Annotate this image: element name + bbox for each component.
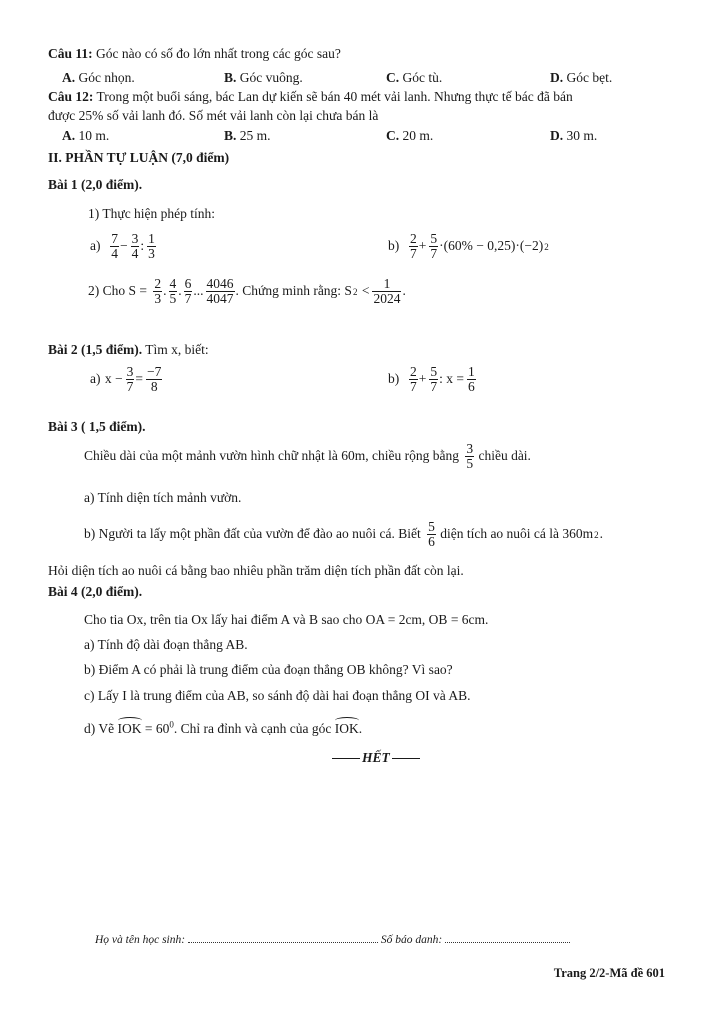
question-11-text: Góc nào có số đo lớn nhất trong các góc sau?	[96, 46, 341, 61]
q12-option-c: C. 20 m.	[386, 128, 434, 143]
q11-option-c: C. Góc tù.	[386, 70, 443, 85]
student-info-line	[95, 932, 570, 947]
bai-4-part-c: c) Lấy I là trung điểm của AB, so sánh độ dài hai đoạn thẳng OI và AB.	[84, 688, 471, 703]
bai-2-expr-b: b) $\frac{2}{7}$ + $\frac{5}{7}$ : x = $\frac{1}{6}$	[388, 364, 475, 395]
bai-1-expr-a: a) $\frac{7}{4}$ − $\frac{3}{4}$ : $\frac{1}{3}$	[90, 231, 155, 262]
bai-3-part-b-continued: Hỏi diện tích ao nuôi cá bằng bao nhiêu phần trăm diện tích phần đất còn lại.	[48, 563, 464, 578]
student-name-label: Họ và tên học sinh:	[95, 934, 186, 946]
fraction: $\frac{3}{5}$	[466, 441, 474, 472]
student-id-field[interactable]	[445, 932, 570, 943]
q11-option-d: D. Góc bẹt.	[550, 70, 613, 85]
question-12-text-1: Trong một buổi sáng, bác Lan dự kiến sẽ bán 40 mét vải lanh. Nhưng thực tế bác đã bán	[96, 89, 573, 104]
fraction: $\frac{1}{2024}$	[373, 276, 401, 307]
bai-4-part-b: b) Điểm A có phải là trung điểm của đoạn thẳng OB không? Vì sao?	[84, 662, 453, 677]
bai-2-title: Bài 2 (1,5 điểm).	[48, 342, 143, 357]
bai-2-expr-a: a) x − $\frac{3}{7}$ = $\frac{-7}{8}$	[90, 364, 162, 395]
bai-1-part-2: 2) Cho S = $\frac{2}{3}$ . $\frac{4}{5}$ . $\frac{6}{7}$ ... $\frac{4046}{4047}$ . Chứng minh rằng: S 2 < $\frac{1}{2024}$ .	[88, 276, 406, 307]
bai-3-intro: Chiều dài của một mảnh vườn hình chữ nhật là 60m, chiều rộng bằng $\frac{3}{5}$ chiều dài.	[84, 441, 531, 472]
bai-4-part-d: d) Vẽ IOK = $60^0$. Chỉ ra đỉnh và cạnh của góc IOK.	[84, 719, 363, 736]
bai-4-title: Bài 4 (2,0 điểm).	[48, 584, 143, 599]
question-11-options	[62, 70, 662, 88]
q11-option-b: B. Góc vuông.	[224, 70, 303, 85]
q12-option-b: B. 25 m.	[224, 128, 271, 143]
bai-2-title-rest: Tìm x, biết:	[145, 342, 209, 357]
page-number: Trang 2/2-Mã đề 601	[553, 966, 665, 980]
fraction: $\frac{6}{7}$	[184, 276, 192, 307]
student-name-field[interactable]	[188, 932, 378, 943]
bai-1-title: Bài 1 (2,0 điểm).	[48, 177, 143, 192]
fraction: $\frac{3}{7}$	[126, 364, 134, 395]
bai-1-part-1: 1) Thực hiện phép tính:	[88, 206, 216, 221]
fraction: $\frac{3}{4}$	[131, 231, 139, 262]
question-11-label: Câu 11:	[48, 46, 93, 61]
fraction: $\frac{-7}{8}$	[147, 364, 162, 395]
fraction: $\frac{2}{3}$	[154, 276, 162, 307]
fraction: $\frac{1}{6}$	[468, 364, 475, 395]
q11-option-a: A. Góc nhọn.	[62, 70, 135, 85]
fraction: $\frac{7}{4}$	[111, 231, 118, 262]
bai-3-part-a: a) Tính diện tích mảnh vườn.	[84, 490, 242, 505]
bai-2-heading	[48, 342, 209, 359]
student-id-label: Số báo danh:	[380, 934, 443, 946]
fraction: $\frac{5}{7}$	[430, 364, 438, 395]
bai-3-title: Bài 3 ( 1,5 điểm).	[48, 419, 146, 434]
bai-4-intro: Cho tia Ox, trên tia Ox lấy hai điểm A và B sao cho OA = 2cm, OB = 6cm.	[84, 612, 489, 627]
question-12-text-2: được 25% số vải lanh đó. Số mét vải lanh còn lại chưa bán là	[48, 108, 379, 123]
q12-option-d: D. 30 m.	[550, 128, 598, 143]
fraction: $\frac{2}{7}$	[410, 231, 417, 262]
bai-4-part-a: a) Tính độ dài đoạn thẳng AB.	[84, 637, 248, 652]
bai-1-expr-b: b) $\frac{2}{7}$ + $\frac{5}{7}$ ·(60% − 0,25)·(−2) 2	[388, 231, 549, 262]
q12-option-a: A. 10 m.	[62, 128, 110, 143]
fraction: $\frac{2}{7}$	[410, 364, 417, 395]
expr-a-label: a)	[90, 238, 101, 254]
question-12	[48, 89, 573, 106]
angle-symbol: IOK	[335, 718, 359, 738]
question-12-options	[62, 128, 662, 146]
expr-b-label: b)	[388, 238, 400, 254]
question-12-label: Câu 12:	[48, 89, 94, 104]
fraction: $\frac{4046}{4047}$	[206, 276, 234, 307]
question-11	[48, 46, 341, 63]
bai-3-part-b: b) Người ta lấy một phần đất của vườn để đào ao nuôi cá. Biết $\frac{5}{6}$ diện tích ao nuôi cá là 360m 2 .	[84, 519, 604, 550]
end-marker: HẾT	[330, 750, 422, 767]
fraction: $\frac{4}{5}$	[169, 276, 177, 307]
fraction: $\frac{5}{7}$	[430, 231, 438, 262]
fraction: $\frac{5}{6}$	[428, 519, 435, 550]
fraction: $\frac{1}{3}$	[148, 231, 155, 262]
section-2-title: II. PHẦN TỰ LUẬN (7,0 điểm)	[48, 150, 230, 165]
angle-symbol: IOK	[118, 718, 142, 738]
